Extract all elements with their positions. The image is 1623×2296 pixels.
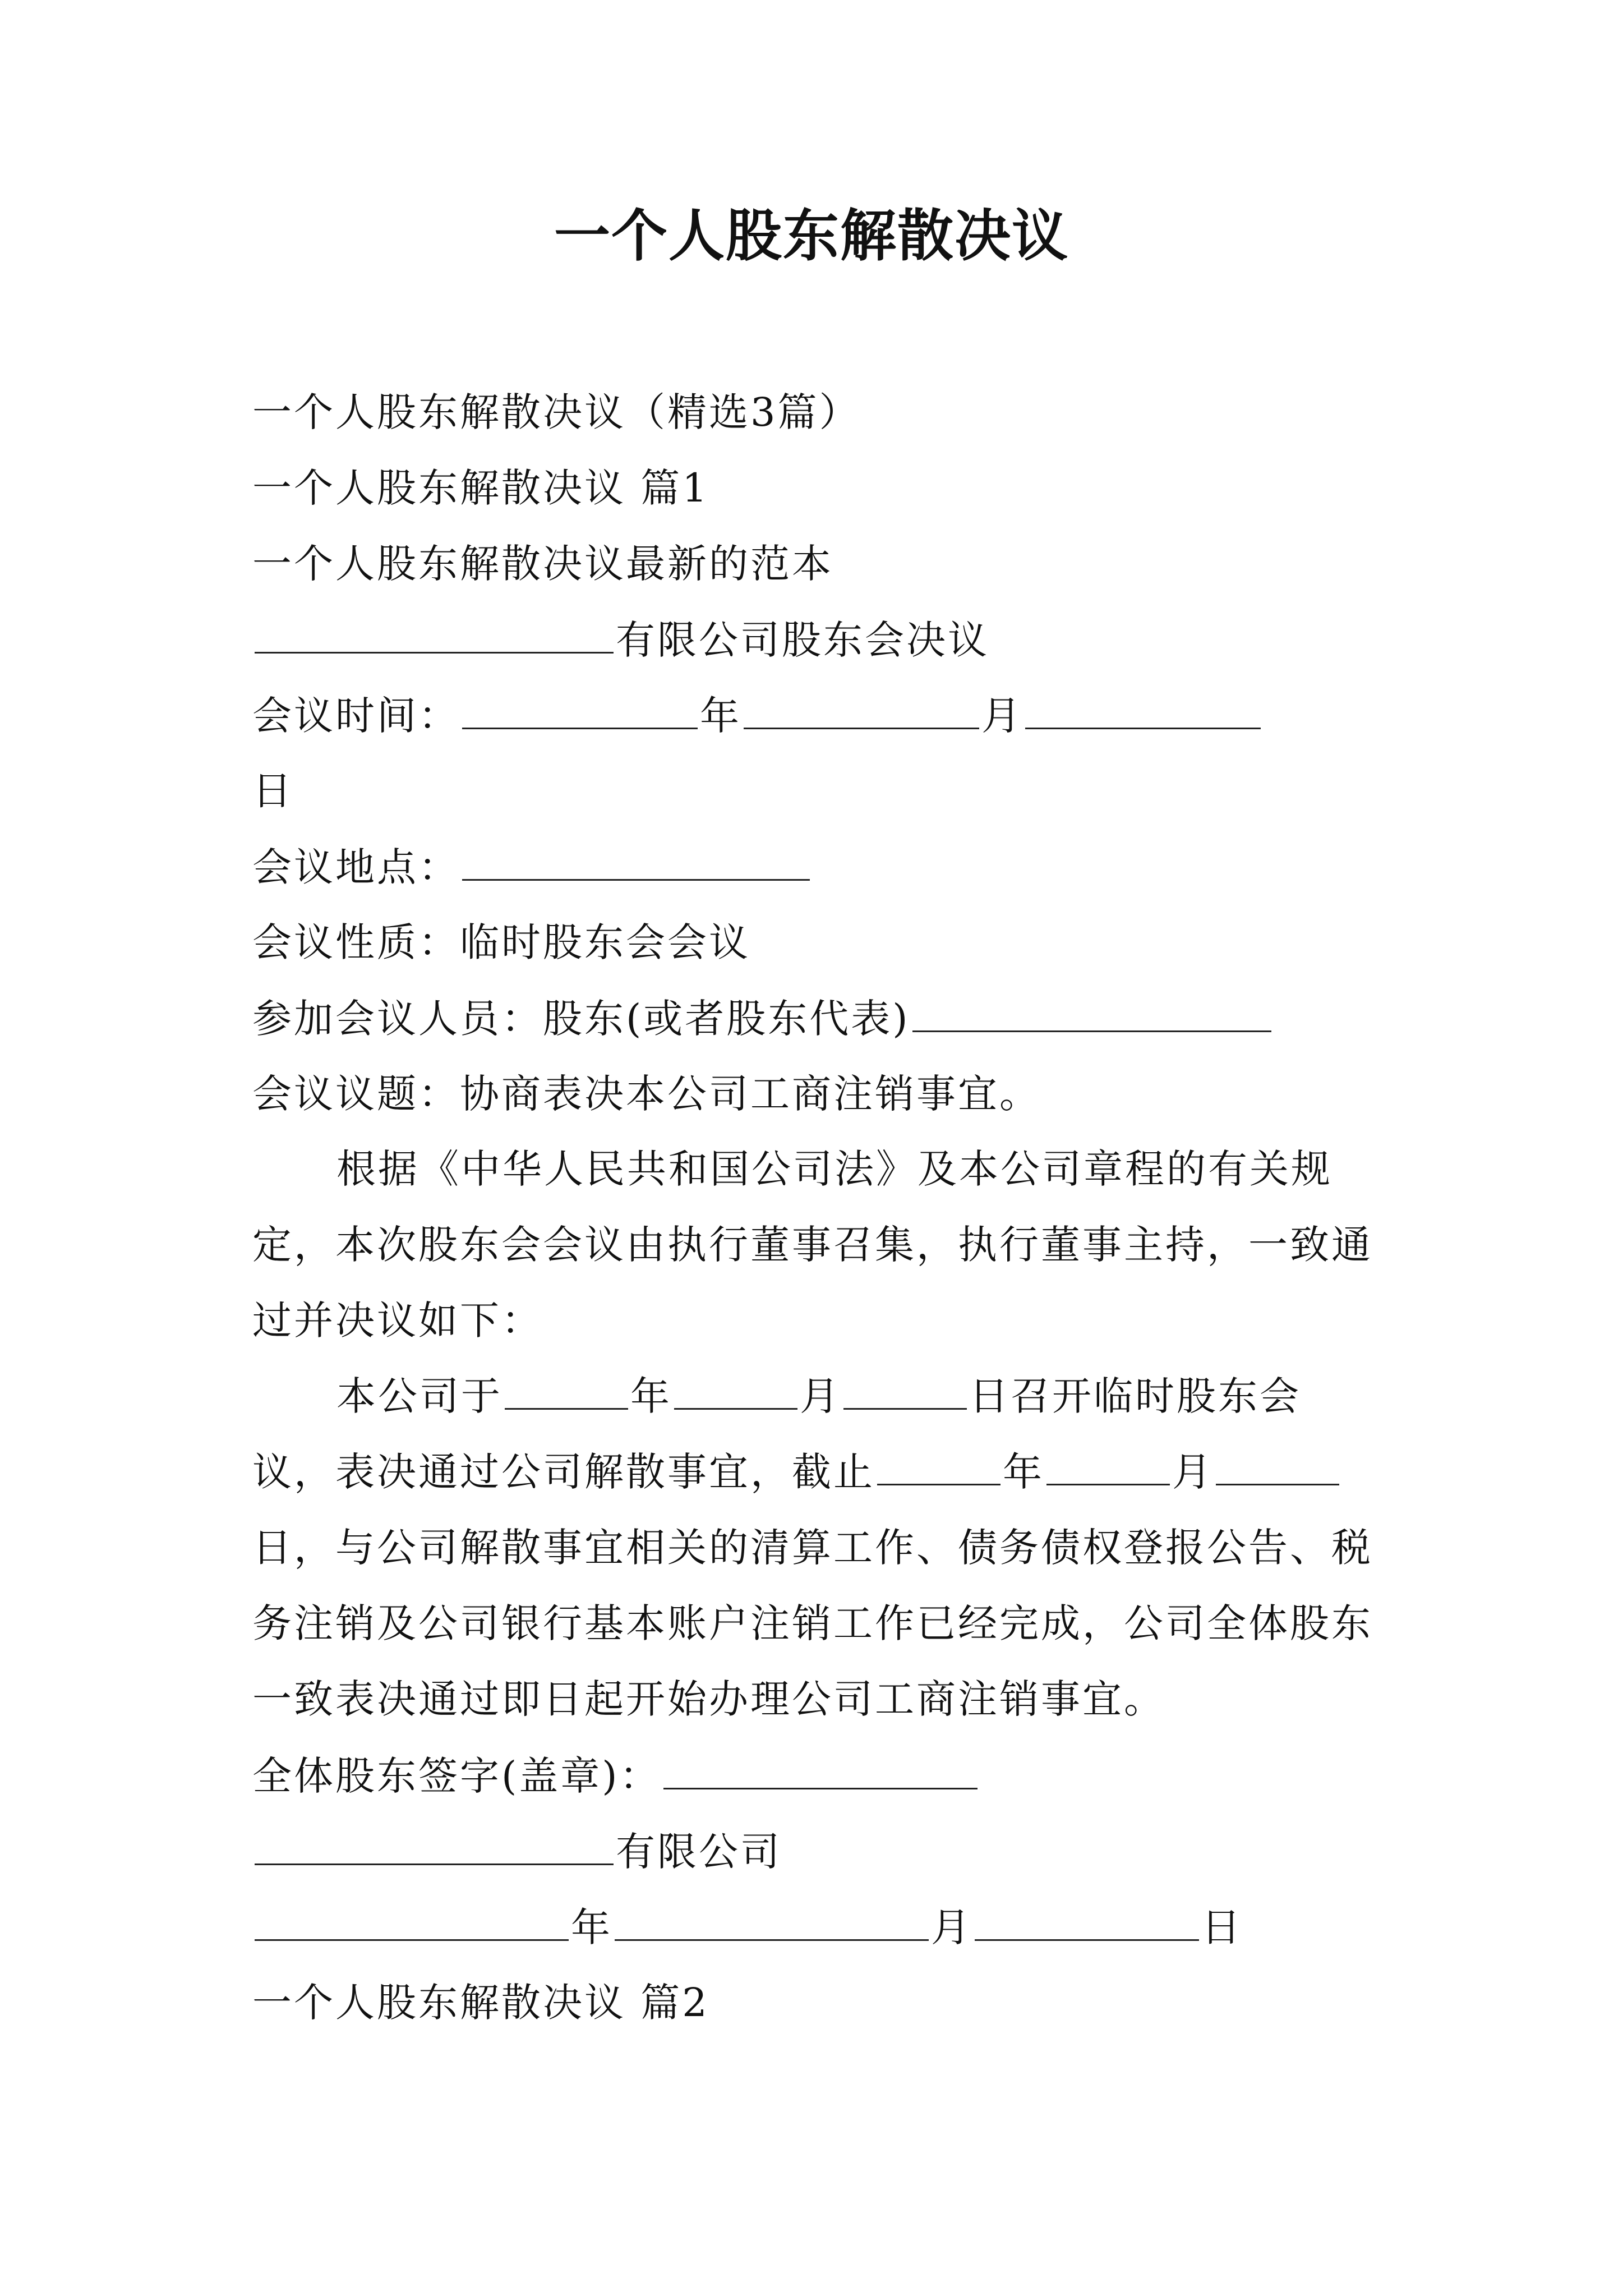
date-line — [252, 1899, 1374, 1955]
year-blank — [462, 687, 698, 729]
month-blank — [744, 687, 979, 729]
signature-label: 全体股东签字(盖章)： — [252, 1753, 661, 1799]
resolution-paragraph-1: 根据《中华人民共和国公司法》及本公司章程的有关规定，本次股东会会议由执行董事召集，执行董事主持，一致通过并决议如下： — [252, 1146, 1373, 1343]
date-month-label: 月 — [931, 1904, 972, 1950]
date-day-label: 日 — [1201, 1904, 1243, 1950]
year-label: 年 — [700, 693, 741, 739]
signature-blank — [663, 1747, 978, 1789]
month-label: 月 — [981, 693, 1023, 739]
meeting-time-label: 会议时间： — [252, 693, 460, 739]
day-blank — [1025, 687, 1261, 729]
template-title: 一个人股东解散决议最新的范本 — [252, 541, 833, 587]
document-subtitle: 一个人股东解散决议（精选3篇） — [252, 389, 861, 435]
company-suffix: 有限公司 — [616, 1829, 782, 1875]
company-meeting-text: 有限公司股东会决议 — [616, 617, 989, 663]
section-heading-2: 一个人股东解散决议 篇2 — [252, 1980, 709, 2026]
attendees-blank — [912, 990, 1271, 1032]
meeting-nature: 会议性质：临时股东会会议 — [252, 919, 750, 965]
company-meeting-line — [252, 611, 1374, 668]
attendees-line — [252, 990, 1374, 1047]
company-name-blank — [255, 611, 614, 654]
company-signature-blank — [255, 1823, 614, 1865]
resolution-paragraph-2: 本公司于 年 月 日召开临时股东会议，表决通过公司解散事宜，截止 年 月日，与公司解散事宜相关的清算工作、债务债权登报公告、税务注销及公司银行基本账户注销工作已经完成，公司全体股东一致表决通过即日起开始办理公司工商注销事宜。 — [252, 1359, 1374, 1737]
company-signature-line — [252, 1823, 1374, 1880]
meeting-place-line — [252, 839, 1374, 895]
document-title: 一个人股东解散决议 — [554, 203, 1069, 269]
meeting-agenda: 会议议题：协商表决本公司工商注销事宜。 — [252, 1071, 1041, 1117]
attendees-label: 参加会议人员：股东(或者股东代表) — [252, 996, 910, 1042]
section-heading-1: 一个人股东解散决议 篇1 — [252, 465, 709, 511]
date-year-blank — [255, 1899, 569, 1941]
place-blank — [462, 839, 810, 881]
meeting-time-line — [252, 687, 1374, 744]
meeting-place-label: 会议地点： — [252, 844, 460, 890]
date-year-label: 年 — [571, 1904, 612, 1950]
date-month-blank — [615, 1899, 929, 1941]
meeting-time-day: 日 — [252, 768, 294, 814]
date-day-blank — [975, 1899, 1199, 1941]
signature-line — [252, 1747, 1374, 1804]
